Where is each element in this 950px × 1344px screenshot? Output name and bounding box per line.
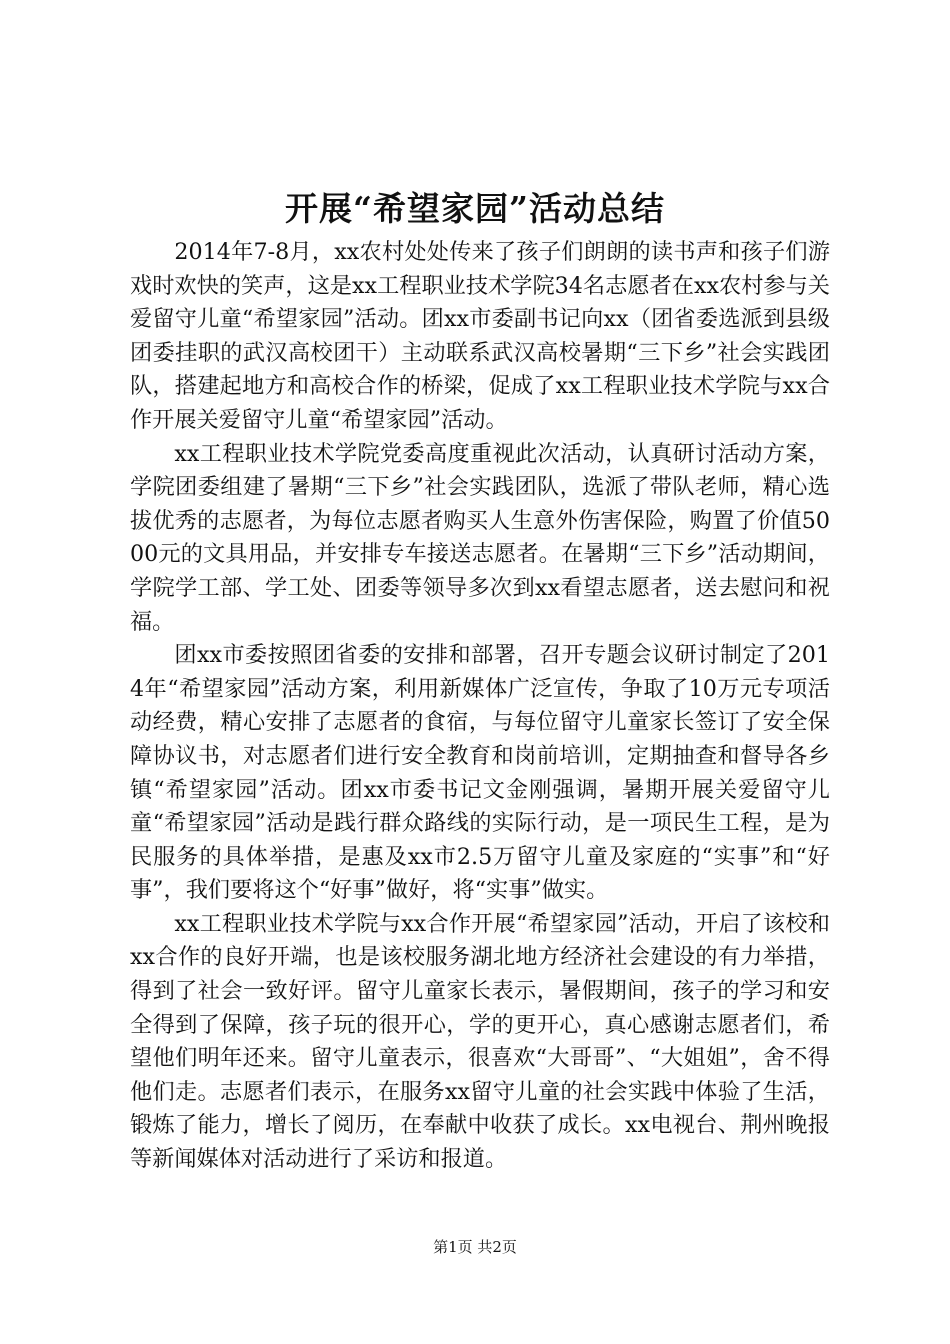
page-number-footer: 第1页 共2页 [433,1238,517,1256]
paragraph-2: xx工程职业技术学院党委高度重视此次活动，认真研讨活动方案，学院团委组建了暑期“三下乡”社会实践团队，选派了带队老师，精心选拔优秀的志愿者，为每位志愿者购买人生意外伤害保险，购置了价值5000元的文具用品，并安排专车接送志愿者。在暑期“三下乡”活动期间，学院学工部、学工处、团委等领导多次到xx看望志愿者，送去慰问和祝福。 [130,440,830,635]
document-body [130,236,830,1177]
paragraph-1: 2014年7-8月，xx农村处处传来了孩子们朗朗的读书声和孩子们游戏时欢快的笑声，这是xx工程职业技术学院34名志愿者在xx农村参与关爱留守儿童“希望家园”活动。团xx市委副书记向xx（团省委选派到县级团委挂职的武汉高校团干）主动联系武汉高校暑期“三下乡”社会实践团队，搭建起地方和高校合作的桥梁，促成了xx工程职业技术学院与xx合作开展关爱留守儿童“希望家园”活动。 [130,239,830,433]
document-title: 开展“希望家园”活动总结 [285,189,665,228]
paragraph-4: xx工程职业技术学院与xx合作开展“希望家园”活动，开启了该校和xx合作的良好开端，也是该校服务湖北地方经济社会建设的有力举措，得到了社会一致好评。留守儿童家长表示，暑假期间，孩子的学习和安全得到了保障，孩子玩的很开心，学的更开心，真心感谢志愿者们，希望他们明年还来。留守儿童表示，很喜欢“大哥哥”、“大姐姐”，舍不得他们走。志愿者们表示，在服务xx留守儿童的社会实践中体验了生活，锻炼了能力，增长了阅历，在奉献中收获了成长。xx电视台、荆州晚报等新闻媒体对活动进行了采访和报道。 [130,910,830,1173]
paragraph-3: 团xx市委按照团省委的安排和部署，召开专题会议研讨制定了2014年“希望家园”活动方案，利用新媒体广泛宣传，争取了10万元专项活动经费，精心安排了志愿者的食宿，与每位留守儿童家长签订了安全保障协议书，对志愿者们进行安全教育和岗前培训，定期抽查和督导各乡镇“希望家园”活动。团xx市委书记文金刚强调，暑期开展关爱留守儿童“希望家园”活动是践行群众路线的实际行动，是一项民生工程，是为民服务的具体举措，是惠及xx市2.5万留守儿童及家庭的“实事”和“好事”，我们要将这个“好事”做好，将“实事”做实。 [130,642,830,904]
